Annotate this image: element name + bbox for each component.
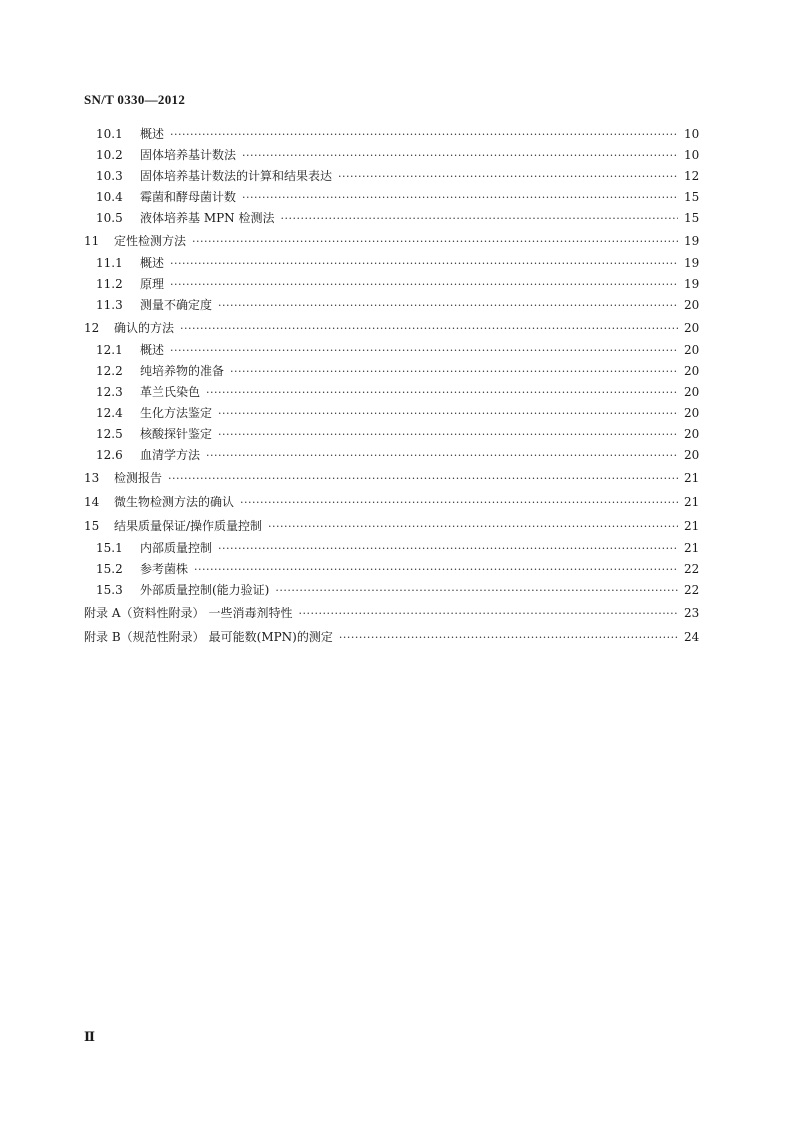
toc-dot-leader (218, 424, 678, 445)
toc-section-entry[interactable] (84, 253, 698, 274)
toc-entry-title: 概述 (140, 343, 165, 357)
toc-entry-title: 概述 (140, 256, 165, 270)
toc-entry-number: 12.5 (96, 427, 123, 441)
toc-dot-leader (192, 230, 678, 254)
toc-entry-number: 12.3 (96, 385, 123, 399)
toc-chapter-entry[interactable] (84, 229, 698, 253)
toc-entry-page: 20 (684, 343, 700, 357)
toc-dot-leader (242, 187, 678, 208)
toc-entry-title: 微生物检测方法的确认 (114, 495, 235, 509)
toc-entry-page: 21 (684, 495, 700, 509)
toc-entry-page: 20 (684, 406, 700, 420)
toc-entry-page: 19 (684, 277, 700, 291)
page-number: Ⅱ (84, 1030, 95, 1045)
toc-entry-title: 概述 (140, 127, 165, 141)
toc-entry-title: 外部质量控制(能力验证) (140, 583, 270, 597)
toc-dot-leader (206, 445, 678, 466)
toc-dot-leader (268, 515, 678, 539)
toc-section-entry[interactable] (84, 340, 698, 361)
toc-dot-leader (170, 274, 678, 295)
toc-section-entry[interactable] (84, 166, 698, 187)
toc-dot-leader (281, 208, 679, 229)
toc-entry-number: 10.3 (96, 169, 123, 183)
toc-dot-leader (180, 317, 678, 341)
toc-entry-page: 10 (684, 127, 700, 141)
toc-section-entry[interactable] (84, 424, 698, 445)
toc-entry-title: 固体培养基计数法 (140, 148, 237, 162)
toc-entry-title: 确认的方法 (114, 321, 175, 335)
toc-entry-page: 19 (684, 256, 700, 270)
toc-chapter-entry[interactable] (84, 316, 698, 340)
toc-dot-leader (170, 340, 678, 361)
toc-entry-number: 11.2 (96, 277, 123, 291)
toc-entry-number: 10.1 (96, 127, 123, 141)
toc-entry-number: 附录 B（规范性附录） (84, 630, 205, 644)
toc-entry-title: 测量不确定度 (140, 298, 213, 312)
toc-dot-leader (218, 403, 678, 424)
toc-entry-page: 21 (684, 519, 700, 533)
toc-dot-leader (218, 538, 678, 559)
toc-entry-number: 11.1 (96, 256, 123, 270)
toc-dot-leader (168, 467, 678, 491)
toc-section-entry[interactable] (84, 559, 698, 580)
toc-dot-leader (275, 580, 678, 601)
toc-entry-page: 21 (684, 471, 700, 485)
toc-entry-title: 液体培养基 MPN 检测法 (140, 211, 275, 225)
toc-entry-number: 附录 A（资料性附录） (84, 606, 205, 620)
toc-entry-title: 原理 (140, 277, 165, 291)
toc-entry-page: 12 (684, 169, 700, 183)
toc-section-entry[interactable] (84, 580, 698, 601)
toc-section-entry[interactable] (84, 538, 698, 559)
toc-entry-title: 革兰氏染色 (140, 385, 201, 399)
toc-entry-page: 15 (684, 211, 700, 225)
toc-entry-title: 参考菌株 (140, 562, 189, 576)
toc-entry-title: 纯培养物的准备 (140, 364, 225, 378)
toc-entry-title: 血清学方法 (140, 448, 201, 462)
toc-section-entry[interactable] (84, 145, 698, 166)
toc-section-entry[interactable] (84, 382, 698, 403)
toc-entry-page: 20 (684, 427, 700, 441)
toc-entry-page: 19 (684, 234, 700, 248)
toc-entry-number: 12.2 (96, 364, 123, 378)
toc-dot-leader (240, 491, 678, 515)
toc-entry-number: 10.2 (96, 148, 123, 162)
toc-appendix-entry[interactable] (84, 625, 698, 649)
toc-dot-leader (218, 295, 678, 316)
toc-dot-leader (338, 166, 678, 187)
toc-section-entry[interactable] (84, 274, 698, 295)
toc-entry-page: 23 (684, 606, 700, 620)
toc-entry-title: 核酸探针鉴定 (140, 427, 213, 441)
toc-dot-leader (242, 145, 678, 166)
toc-entry-title: 最可能数(MPN)的测定 (208, 630, 333, 644)
toc-entry-number: 12 (84, 321, 100, 335)
toc-entry-page: 20 (684, 385, 700, 399)
toc-entry-number: 12.6 (96, 448, 123, 462)
toc-entry-title: 检测报告 (114, 471, 163, 485)
toc-dot-leader (170, 124, 678, 145)
toc-dot-leader (299, 602, 679, 626)
toc-entry-page: 21 (684, 541, 700, 555)
toc-dot-leader (206, 382, 678, 403)
toc-dot-leader (230, 361, 678, 382)
toc-entry-page: 22 (684, 583, 700, 597)
toc-entry-page: 20 (684, 321, 700, 335)
toc-entry-page: 24 (684, 630, 700, 644)
toc-entry-title: 霉菌和酵母菌计数 (140, 190, 237, 204)
document-id-header: SN/T 0330—2012 (84, 92, 186, 107)
toc-entry-title: 一些消毒剂特性 (208, 606, 293, 620)
table-of-contents (84, 124, 698, 649)
toc-entry-title: 结果质量保证/操作质量控制 (114, 519, 263, 533)
toc-dot-leader (339, 626, 678, 650)
toc-entry-number: 11 (84, 234, 100, 248)
toc-entry-page: 20 (684, 364, 700, 378)
toc-entry-page: 10 (684, 148, 700, 162)
toc-entry-page: 20 (684, 298, 700, 312)
toc-section-entry[interactable] (84, 208, 698, 229)
toc-section-entry[interactable] (84, 403, 698, 424)
toc-chapter-entry[interactable] (84, 490, 698, 514)
toc-entry-number: 15.3 (96, 583, 123, 597)
toc-dot-leader (170, 253, 678, 274)
toc-entry-number: 12.4 (96, 406, 123, 420)
toc-entry-page: 22 (684, 562, 700, 576)
toc-entry-number: 10.5 (96, 211, 123, 225)
toc-entry-number: 10.4 (96, 190, 123, 204)
toc-entry-number: 13 (84, 471, 100, 485)
toc-section-entry[interactable] (84, 295, 698, 316)
toc-dot-leader (194, 559, 678, 580)
toc-entry-title: 生化方法鉴定 (140, 406, 213, 420)
toc-chapter-entry[interactable] (84, 514, 698, 538)
toc-section-entry[interactable] (84, 124, 698, 145)
toc-entry-title: 定性检测方法 (114, 234, 187, 248)
toc-entry-number: 14 (84, 495, 100, 509)
toc-section-entry[interactable] (84, 445, 698, 466)
toc-entry-number: 15.1 (96, 541, 123, 555)
toc-entry-number: 15 (84, 519, 100, 533)
toc-entry-page: 20 (684, 448, 700, 462)
toc-entry-title: 内部质量控制 (140, 541, 213, 555)
toc-entry-number: 15.2 (96, 562, 123, 576)
toc-entry-number: 11.3 (96, 298, 123, 312)
toc-section-entry[interactable] (84, 361, 698, 382)
toc-entry-title: 固体培养基计数法的计算和结果表达 (140, 169, 333, 183)
toc-chapter-entry[interactable] (84, 466, 698, 490)
toc-section-entry[interactable] (84, 187, 698, 208)
toc-entry-number: 12.1 (96, 343, 123, 357)
toc-entry-page: 15 (684, 190, 700, 204)
toc-appendix-entry[interactable] (84, 601, 698, 625)
